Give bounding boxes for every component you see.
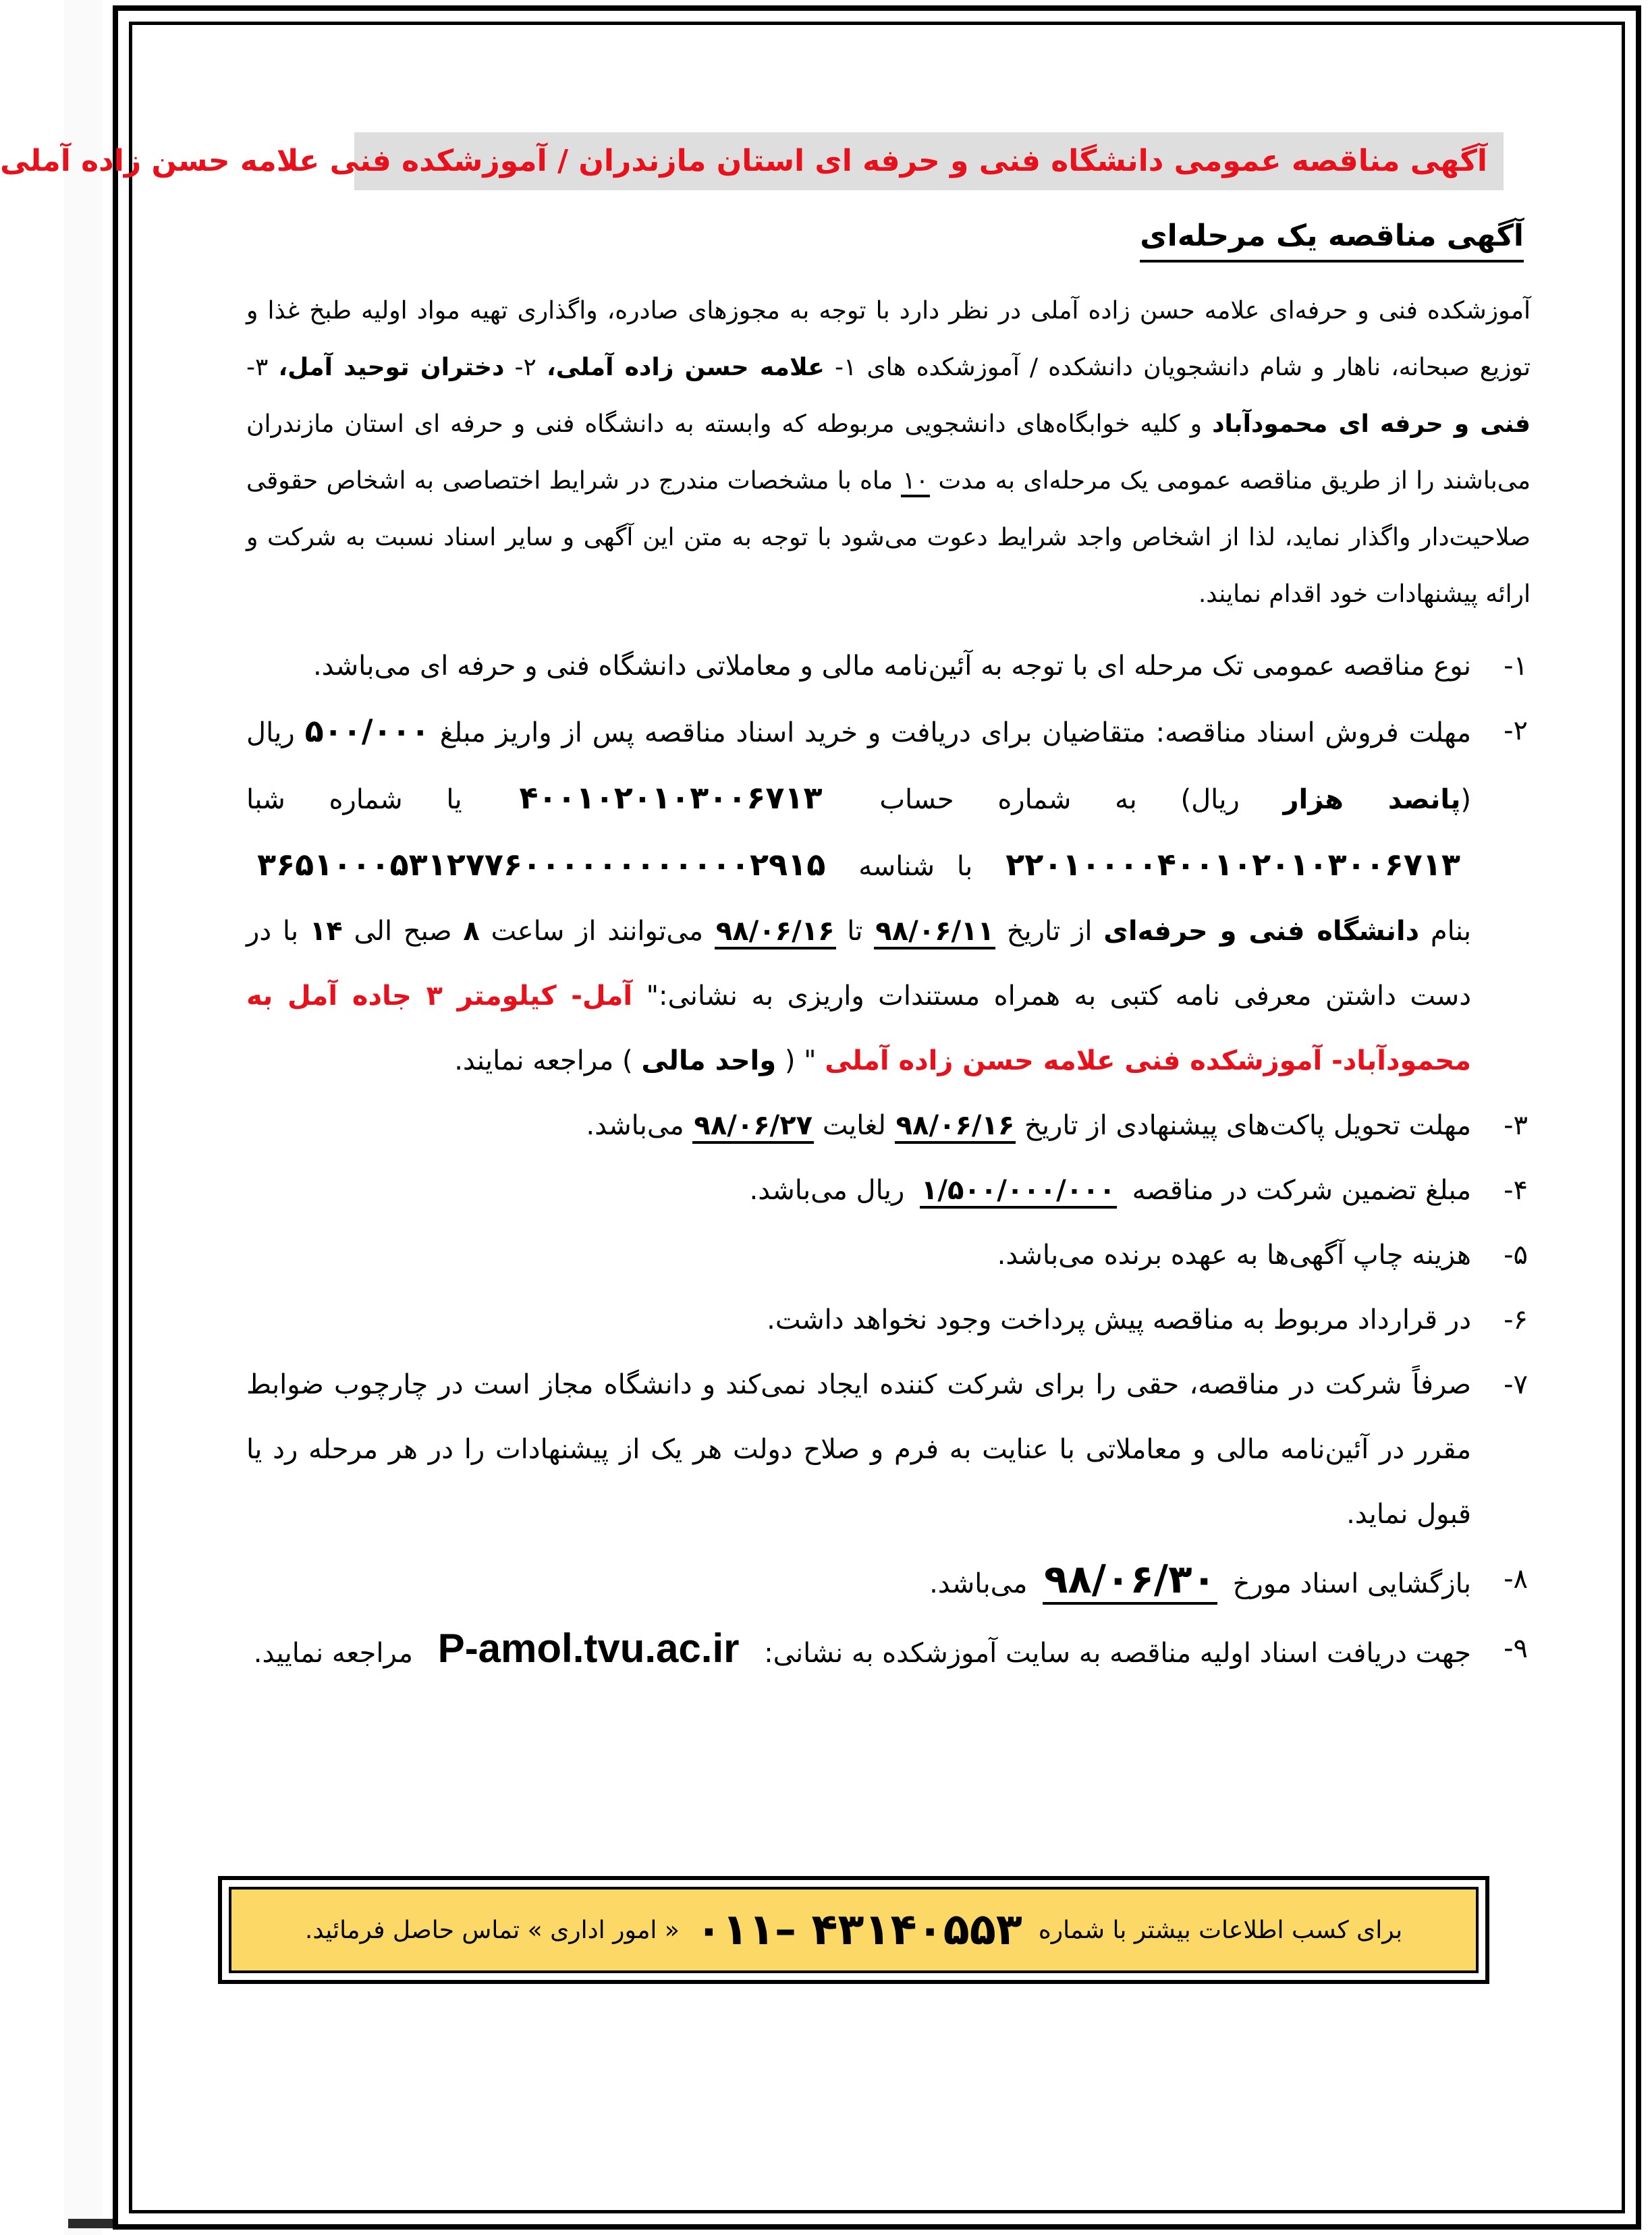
website-link[interactable]: P-amol.tvu.ac.ir [437,1626,740,1671]
item-text [246,1158,1471,1223]
list-item [246,634,1531,698]
subtitle: آگهی مناقصه یک مرحله‌ای [1140,219,1524,263]
list-item [246,1352,1531,1547]
hour-from: ۸ [463,916,480,947]
intro-text: و کلیه خوابگاه‌های دانشجویی مربوطه که وابسته به دانشگاه فنی و حرفه ای استان مازندران می‌باشند را از طریق مناقصه عمومی یک مرحله‌ای به مدت [246,410,1531,495]
contact-box-inner [229,1887,1479,1973]
item-text: مبلغ تضمین شرکت در مناقصه [1132,1175,1471,1206]
fee-amount-words: پانصد هزار [1283,784,1461,815]
item-text: ریال ( [246,717,1471,815]
list-item [246,1616,1531,1686]
item-number: ۴- [1504,1175,1528,1206]
guarantee-amount: ۱/۵۰۰/۰۰۰/۰۰۰ [920,1175,1117,1209]
phone-number[interactable]: ۰۱۱– ۴۳۱۴۰۵۵۳ [695,1905,1022,1955]
item-number: ۸- [1504,1564,1528,1595]
list-item [246,1223,1531,1288]
item-text: نوع مناقصه عمومی تک مرحله ای با توجه به آئین‌نامه مالی و معاملاتی دانشگاه فنی و حرفه ای می‌باشد. [312,651,1471,682]
item-text: جهت دریافت اسناد اولیه مناقصه به سایت آموزشکده به نشانی: [764,1638,1471,1669]
contact-text: « امور اداری » تماس حاصل فرمائید. [304,1916,680,1944]
payment-id: ۳۶۵۱۰۰۰۵۳۱۲۷۷۶۰۰۰۰۰۰۰۰۰۰۰۰۲۹۱۵ [257,846,826,883]
intro-school-3: فنی و حرفه ای محمودآباد [1212,410,1531,438]
item-text: ریال می‌باشد. [749,1175,905,1206]
opening-date: ۹۸/۰۶/۳۰ [1043,1556,1217,1605]
intro-text: ۲- [514,354,536,381]
item-text: یا شماره شبا [246,784,462,815]
announcement-content [0,132,1531,1686]
intro-months: ۱۰ [901,467,930,497]
item-text: ) مراجعه نمایند. [454,1045,633,1076]
sale-date-from: ۹۸/۰۶/۱۱ [874,916,995,949]
item-text [246,1093,1471,1158]
list-item [246,1158,1531,1223]
item-text: صبح الی [354,916,452,947]
sheba-number: ۲۲۰۱۰۰۰۰۴۰۰۱۰۲۰۱۰۳۰۰۶۷۱۳ [1006,846,1460,883]
item-number: ۲- [1504,715,1528,746]
sale-date-to: ۹۸/۰۶/۱۶ [715,916,836,949]
page-title: آگهی مناقصه عمومی دانشگاه فنی و حرفه ای استان مازندران / آموزشکده فنی علامه حسن زاده آملی [354,132,1504,190]
item-number: ۳- [1504,1110,1528,1141]
item-text: با در دست داشتن معرفی نامه کتبی به همراه مستندات واریزی به نشانی:" [246,916,1472,1012]
list-item [246,1547,1531,1616]
item-text: می‌توانند از ساعت [491,916,704,947]
address: آمل- کیلومتر ۳ جاده آمل به محمودآباد- آموزشکده فنی علامه حسن زاده آملی [246,981,1471,1076]
intro-paragraph [246,283,1531,623]
corner-logo-mark [68,2219,113,2228]
item-number: ۱- [1504,651,1528,682]
item-text: ریال) به شماره حساب [879,784,1240,815]
list-item [246,1288,1531,1352]
item-text [246,1547,1471,1616]
item-text: مهلت تحویل پاکت‌های پیشنهادی از تاریخ [1024,1110,1471,1141]
intro-text: ۳- [246,354,269,381]
item-text: " ( [784,1045,817,1076]
item-text [246,698,1471,1093]
delivery-date-from: ۹۸/۰۶/۱۶ [895,1110,1016,1144]
item-text: صرفاً شرکت در مناقصه، حقی را برای شرکت کننده ایجاد نمی‌کند و دانشگاه مجاز است در چارچوب ضوابط مقرر در آئین‌نامه مالی و معاملاتی با عنایت به فرم و صلاح دولت هر یک از پیشنهادات را در هر مرحله رد یا قبول نماید. [246,1369,1471,1530]
item-text: می‌باشد. [929,1568,1028,1599]
intro-text: ماه با مشخصات مندرج در شرایط اختصاصی به اشخاص حقوقی صلاحیت‌دار واگذار نماید، لذا از اشخاص واجد شرایط دعوت می‌شود با توجه به متن این آگهی و سایر اسناد نسبت به شرکت و ارائه پیشنهادات خود اقدام نمایند. [246,467,1531,608]
hour-to: ۱۴ [309,916,343,947]
fee-amount: ۵۰۰/۰۰۰ [304,713,430,749]
item-text: از تاریخ [1006,916,1093,947]
item-text: مراجعه نمایید. [253,1638,413,1669]
item-number: ۶- [1504,1304,1528,1335]
list-item [246,1093,1531,1158]
left-margin-strip [64,0,102,2235]
item-text [246,1616,1471,1686]
item-text: می‌باشد. [586,1110,684,1141]
item-text: بنام [1430,916,1472,947]
delivery-date-to: ۹۸/۰۶/۲۷ [692,1110,814,1144]
item-number: ۷- [1504,1369,1528,1400]
item-text: مهلت فروش اسناد مناقصه: متقاضیان برای دریافت و خرید اسناد مناقصه پس از واریز مبلغ [439,717,1472,748]
list-item [246,698,1531,1093]
item-text: لغایت [822,1110,886,1141]
payee-name: دانشگاه فنی و حرفه‌ای [1103,916,1420,947]
item-number: ۹- [1504,1633,1528,1664]
intro-school-1: علامه حسن زاده آملی، [547,354,825,381]
item-text: بازگشایی اسناد مورخ [1232,1568,1471,1599]
contact-text: برای کسب اطلاعات بیشتر با شماره [1038,1916,1403,1944]
contact-box [218,1876,1489,1984]
item-text: در قرارداد مربوط به مناقصه پیش پرداخت وجود نخواهد داشت. [767,1304,1471,1335]
item-text: با شناسه [858,851,973,882]
item-text: تا [847,916,863,947]
account-number: ۴۰۰۱۰۲۰۱۰۳۰۰۶۷۱۳ [519,779,823,816]
item-number: ۵- [1504,1240,1528,1271]
conditions-list [246,634,1531,1686]
item-text: هزینه چاپ آگهی‌ها به عهده برنده می‌باشد. [997,1240,1471,1271]
intro-text: آموزشکده فنی و حرفه‌ای علامه حسن زاده آملی در نظر دارد با توجه به مجوزهای صادره، واگذاری تهیه مواد اولیه طبخ غذا و توزیع صبحانه، ناهار و شام دانشجویان دانشکده / آموزشکده های ۱- [246,297,1531,381]
intro-school-2: دختران توحید آمل، [278,354,505,381]
office-unit: واحد مالی [641,1045,777,1076]
